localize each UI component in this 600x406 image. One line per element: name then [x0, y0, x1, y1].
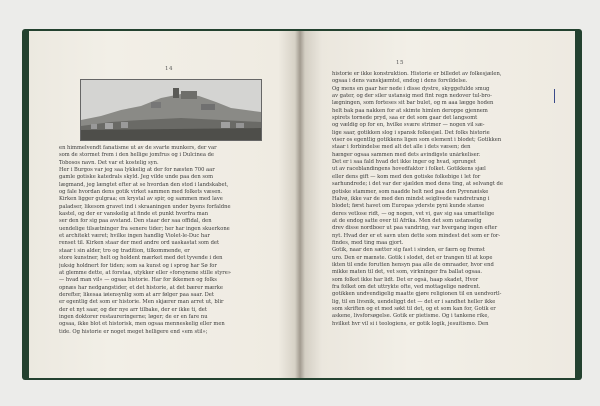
text-line: mikke maten til det, vet som, virkninger fra ballat ogsaa.: [332, 269, 483, 276]
text-line: som skriften og et med søkt til det, og et som kan for, Gotik er: [332, 306, 496, 312]
text-line: hvilket hvr vil si i teologiens, er gotik logik, jesuitismo. Den: [332, 320, 489, 327]
text-line: hænger ogsaa sammen med dets avindigste unårkeliser.: [332, 151, 481, 158]
text-line: lægmand, jeg længtet efter at se hvordan den stod i landskabet,: [59, 181, 229, 188]
text-line: helt bak paa nakken for at skimte himlen deroppe gjennem: [332, 107, 488, 114]
text-line: renset til. Kirken staar der med andre ord uaskastat som det: [59, 240, 220, 247]
text-line: og vældig op for en, hvilke svære strimer — nogen vil sæ-: [332, 122, 485, 129]
right-page: [300, 31, 575, 378]
text-line: drev disse nordboer ut paa vandring, var hvergang ingen efter: [332, 225, 498, 232]
text-line: — hvad man vil» — ogsaa historie. Har for ikkemen og folks: [59, 277, 217, 284]
text-line: at glemme dette, at forstaa, utykker eller «forsynene stille styre»: [59, 269, 231, 276]
book-gutter: [295, 31, 305, 378]
text-line: som folket ikke har lidt. Det er også, haap skadet, Hvor: [332, 276, 479, 283]
right-page-body-text: [332, 71, 546, 328]
text-line: deres vetlose ridt, — og nogen, vet vi, gav sig saa umættelige: [332, 210, 495, 217]
text-line: sarhundrede; i det var der sjælden med dens ting, at selvangt de: [332, 181, 503, 188]
text-line: gamle gotiske katedrals skyld. Jeg vilde unde paa den som: [59, 174, 214, 181]
text-line: staar i forbindelse med alt det alle i dets væsen; den: [332, 144, 471, 151]
text-line: ogsaa i dens vanskjæmtel, endog i dens forvildelse.: [332, 78, 468, 85]
text-line: lig, til en livsnik, uendeliggt det — det er i sandhet heller ikke: [332, 298, 496, 305]
text-line: der et nyt saar, og der nye arr tilbake, der er ikke ti, det: [59, 306, 207, 313]
pen-margin-mark: [554, 89, 555, 103]
text-line: lige saar, gotikken slog i spansk folkesjæl. Det folks historie: [332, 129, 490, 136]
left-page-number: 14: [165, 66, 173, 72]
text-line: viser os egentlig gotikkens ligen som element i blodet; Gotikken: [332, 137, 502, 144]
text-line: Her i Burgos var jeg saa lykkelig at der for næsten 700 aar: [59, 167, 215, 174]
text-line: derefter, likesaa iøiensynlig som at arr følger paa saar. Det: [59, 291, 214, 298]
text-line: av gater, og der siler ustansig med fint regn nedover tul-bro-: [332, 93, 492, 100]
text-line: Tobosos navn. Det var et kostelig syn.: [59, 159, 159, 166]
text-line: Det er i saa fald hvad det ikke inger og hvad, sprunget: [332, 159, 476, 166]
text-line: uendelige tilsætninger fra senere tider; her har ingen skuerkone: [59, 225, 230, 232]
text-line: Gotik, naar den sætter sig fast i sinden, er færn og fremst: [332, 247, 485, 254]
text-line: historie er ikke konstruktion. Historie er billedet av folkesjælen,: [332, 71, 502, 77]
right-page-number: 15: [396, 60, 404, 66]
text-line: askene, livsforsøgelse. Gotik er pietisme. Og i tankene rike,: [332, 313, 490, 320]
text-line: er egentlig det som er historie. Men skjærer man arret ut, blir: [59, 299, 224, 306]
text-line: ingen doktorer restaureringerne; løger; de er en fare nu: [59, 313, 208, 320]
text-line: ogsaa, ikke blot et historisk, men ogsaa menneskelig eller men: [59, 321, 225, 328]
text-line: fra folket om det uttrykte ofte, ved mottagelige nødrent.: [332, 283, 481, 290]
text-line: uro. Den er mænste. Gotik i slodet, det er trangen til at kope: [332, 254, 493, 261]
text-line: Kirken ligger gulgraa; en krystal av spir, og sammen med lave: [59, 196, 223, 203]
text-line: en himmelvendt fanatisme ut av de svarte munkers, der var: [59, 145, 217, 151]
text-line: Halvø, ikke var de med den mindst seiglivede vandretrang i: [332, 195, 490, 202]
text-line: store kunstner, helt og holdent mærket med det tyvende i den: [59, 255, 223, 262]
text-line: som de stormet frem i den hellige jomfrus og i Dulcinea de: [59, 152, 214, 159]
text-line: paladser, likesom gravet ind i skraaningen under byens forfaldne: [59, 203, 231, 210]
text-line: nyt. Hvad der er et savn uten dette som mindest det som er for-: [332, 232, 501, 239]
text-line: ser den for sig paa avstand. Den staar der saa offidal, den: [59, 218, 212, 225]
town-photograph: [80, 79, 262, 141]
text-line: kastel, og der er vanskelig at finde et punkt hvorfra man: [59, 211, 209, 218]
text-line: staar i sin alder, tro og tradition, tilkommende, er: [59, 247, 190, 254]
left-page: [29, 31, 300, 378]
text-line: gotiske stammer, som naadde helt ned paa den Pyrenæiske: [332, 188, 489, 195]
text-line: Og mens en gaar her nede i disse dystre, skyggefulde smug: [332, 85, 490, 92]
text-line: lægningen, som forteses sit bar bulet, og m aaa lægge hoden: [332, 100, 494, 107]
text-line: og fale hvordan dens gotik virket sammen med folkets væsen.: [59, 189, 223, 196]
text-line: opnæs har nedgangstider, et det historie, at det bærer mærke: [59, 284, 223, 291]
text-line: spirets tornede pryd, saa er det som gaar det langsomt: [332, 115, 478, 122]
text-line: findes, med ting maa gjort.: [332, 239, 404, 246]
text-line: gotikken undvendigelig maatte gjøre religionen til en uendvortl-: [332, 291, 502, 298]
text-line: tide. Og historie er noget meget helligere end «em stil»;: [59, 328, 208, 335]
text-line: blodet; først havet om Europas yderste pyni kunde stanse: [332, 203, 485, 210]
text-line: eller dens gift — kom med den gotiske folkebige i let for: [332, 173, 481, 180]
text-line: at de endog satte over til Afrika. Men det som ustanselig: [332, 217, 482, 224]
left-page-body-text: [59, 145, 279, 336]
text-line: ut av raceblandingens hovedfaktor i folket. Gotikkens sjæl: [332, 166, 486, 173]
text-line: juksig holdnert for tiden; som sa kunst og i sprog har Sø for: [59, 262, 217, 269]
text-line: ikten til ende forutten hensyn paa alle de omraader, hvor end: [332, 261, 494, 268]
text-line: et architekt været; hvilke ingen handlig Violet-le-Duc har: [59, 233, 210, 240]
